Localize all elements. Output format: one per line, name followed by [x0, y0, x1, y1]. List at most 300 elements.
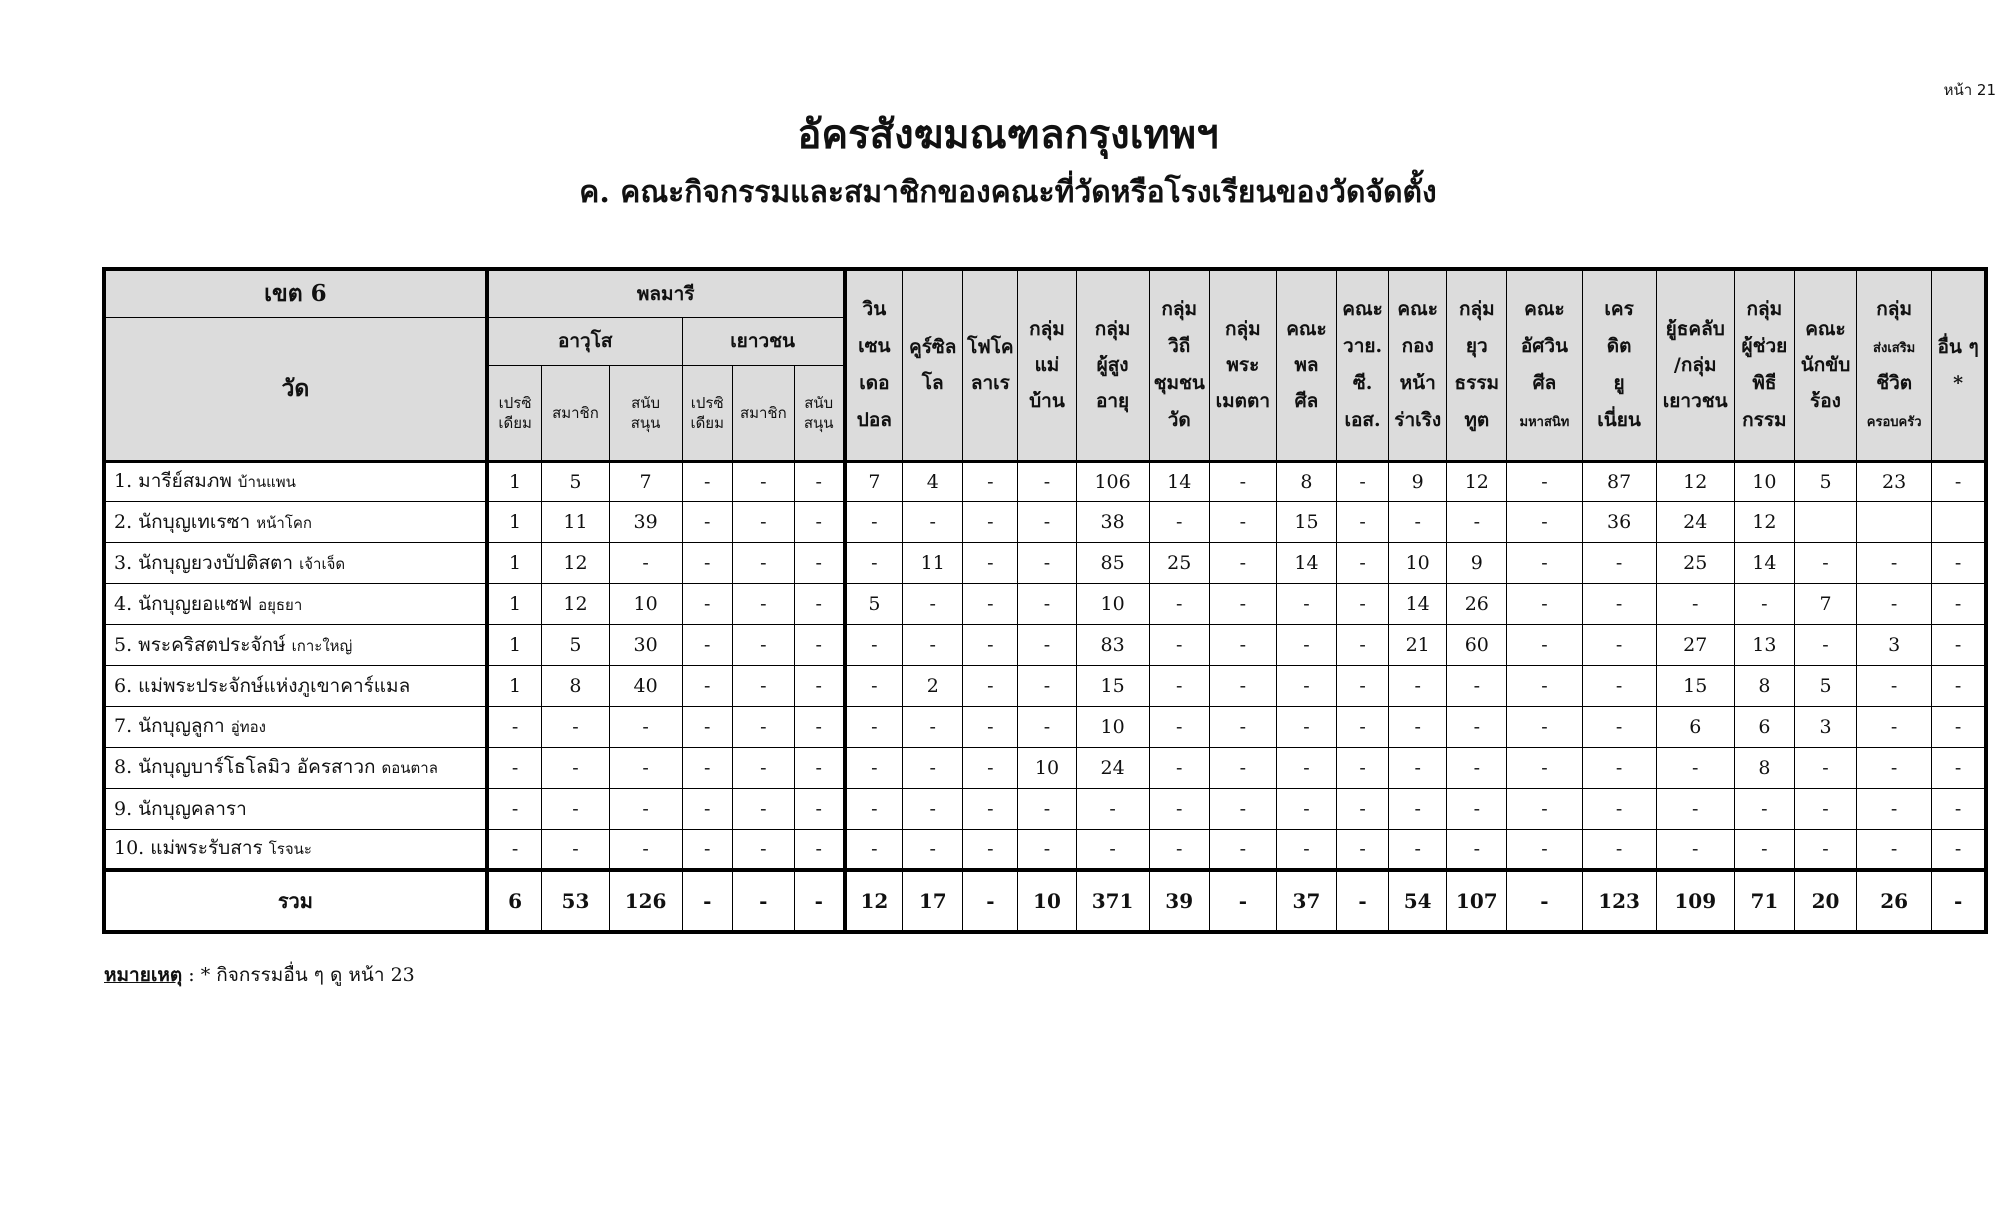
table-cell: -	[903, 747, 963, 788]
table-cell: -	[1857, 747, 1932, 788]
table-cell: 14	[1734, 543, 1794, 584]
total-cell: -	[682, 870, 732, 932]
table-cell: -	[1276, 584, 1336, 625]
wat-name-text: 1. มารีย์สมภพ	[114, 470, 232, 493]
table-cell: -	[1149, 502, 1209, 543]
table-cell: -	[1337, 706, 1389, 747]
table-cell: -	[1209, 706, 1276, 747]
table-cell: -	[963, 625, 1018, 666]
table-cell: 8	[1734, 665, 1794, 706]
wat-name-text: 2. นักบุญเทเรซา	[114, 510, 251, 533]
wat-name	[104, 665, 487, 706]
table-cell: 15	[1656, 665, 1734, 706]
table-cell: 14	[1149, 461, 1209, 502]
table-cell: 60	[1447, 625, 1507, 666]
table-cell: -	[1794, 829, 1856, 870]
table-cell: -	[1149, 625, 1209, 666]
table-cell: -	[682, 584, 732, 625]
table-cell: -	[845, 502, 903, 543]
wat-name	[104, 502, 487, 543]
total-cell: -	[794, 870, 844, 932]
total-cell: 37	[1276, 870, 1336, 932]
table-cell: -	[1932, 706, 1986, 747]
table-cell: -	[1507, 502, 1582, 543]
legion-subheader-5: สมาชิก	[732, 365, 794, 461]
table-cell: 26	[1447, 584, 1507, 625]
table-cell: 10	[1734, 461, 1794, 502]
table-cell: -	[609, 543, 682, 584]
col-header-12: คณะ อัศวิน ศีล มหาสนิท	[1507, 269, 1582, 461]
table-cell: -	[903, 706, 963, 747]
table-cell: -	[1076, 829, 1149, 870]
total-cell: 26	[1857, 870, 1932, 932]
table-cell	[1857, 502, 1932, 543]
wat-area: ดอนตาล	[381, 759, 438, 778]
table-cell: -	[794, 461, 844, 502]
table-cell: -	[682, 502, 732, 543]
table-cell: -	[1857, 829, 1932, 870]
total-cell: 123	[1582, 870, 1656, 932]
table-cell: -	[1932, 543, 1986, 584]
table-cell: 6	[1734, 706, 1794, 747]
table-cell: 5	[1794, 461, 1856, 502]
table-cell: -	[487, 706, 542, 747]
table-cell: -	[1507, 584, 1582, 625]
table-cell: 5	[542, 461, 609, 502]
table-cell: 10	[1389, 543, 1447, 584]
table-cell: -	[1932, 461, 1986, 502]
table-cell: 5	[542, 625, 609, 666]
total-cell: -	[1507, 870, 1582, 932]
table-cell: -	[1389, 747, 1447, 788]
table-cell: -	[1507, 747, 1582, 788]
table-cell: -	[1149, 829, 1209, 870]
table-cell: -	[732, 788, 794, 829]
table-cell: 3	[1857, 625, 1932, 666]
table-row	[104, 543, 1986, 584]
table-cell: 13	[1734, 625, 1794, 666]
table-cell: -	[1337, 625, 1389, 666]
table-cell: 1	[487, 502, 542, 543]
col-header-15: กลุ่ม ผู้ช่วย พิธี กรรม	[1734, 269, 1794, 461]
table-cell: -	[1018, 543, 1076, 584]
table-cell: -	[487, 747, 542, 788]
table-cell: -	[487, 829, 542, 870]
table-cell: -	[794, 788, 844, 829]
table-cell: 11	[542, 502, 609, 543]
col-header-5: กลุ่ม ผู้สูง อายุ	[1076, 269, 1149, 461]
total-cell: -	[963, 870, 1018, 932]
table-cell: 14	[1389, 584, 1447, 625]
col-header-18: อื่น ๆ *	[1932, 269, 1986, 461]
total-cell: 109	[1656, 870, 1734, 932]
table-cell: -	[1857, 543, 1932, 584]
table-cell: -	[732, 829, 794, 870]
table-cell: 7	[1794, 584, 1856, 625]
table-cell: -	[845, 665, 903, 706]
table-cell: -	[845, 543, 903, 584]
table-cell: -	[1018, 584, 1076, 625]
table-cell	[1794, 502, 1856, 543]
table-cell: -	[1276, 706, 1336, 747]
table-cell: 25	[1656, 543, 1734, 584]
table-cell: -	[542, 706, 609, 747]
table-row	[104, 829, 1986, 870]
table-cell: -	[1656, 829, 1734, 870]
table-cell: -	[794, 543, 844, 584]
wat-area: เจ้าเจ็ด	[299, 554, 346, 573]
table-cell: 10	[1076, 706, 1149, 747]
table-cell: 9	[1389, 461, 1447, 502]
total-cell: -	[1337, 870, 1389, 932]
table-cell: -	[1337, 584, 1389, 625]
wat-name	[104, 625, 487, 666]
table-cell: -	[682, 665, 732, 706]
table-cell: -	[1857, 665, 1932, 706]
table-cell: -	[903, 788, 963, 829]
legion-subheader-1: เปรซิ เดียม	[487, 365, 542, 461]
table-row	[104, 625, 1986, 666]
table-cell: -	[1932, 747, 1986, 788]
footnote-text: : * กิจกรรมอื่น ๆ ดู หน้า 23	[182, 964, 415, 986]
table-cell: -	[1149, 747, 1209, 788]
table-cell: 83	[1076, 625, 1149, 666]
table-cell: -	[732, 665, 794, 706]
table-cell: -	[963, 584, 1018, 625]
table-cell: -	[903, 502, 963, 543]
col-header-8: คณะ พล ศีล	[1276, 269, 1336, 461]
wat-area: เกาะใหญ่	[291, 636, 353, 655]
table-row	[104, 502, 1986, 543]
wat-name-text: 5. พระคริสตประจักษ์	[114, 633, 286, 656]
table-cell: 1	[487, 543, 542, 584]
table-cell: -	[1209, 788, 1276, 829]
table-cell: -	[609, 706, 682, 747]
table-cell: 1	[487, 584, 542, 625]
table-cell: -	[794, 706, 844, 747]
table-cell: 10	[1018, 747, 1076, 788]
table-cell: -	[1018, 461, 1076, 502]
table-cell: 8	[542, 665, 609, 706]
table-cell: 12	[1447, 461, 1507, 502]
table-cell: -	[1209, 461, 1276, 502]
wat-name-text: 8. นักบุญบาร์โธโลมิว อัครสาวก	[114, 756, 376, 779]
table-cell: -	[1507, 788, 1582, 829]
table-cell: -	[1018, 625, 1076, 666]
table-cell: -	[732, 502, 794, 543]
table-cell: -	[1337, 829, 1389, 870]
table-cell: -	[794, 829, 844, 870]
table-cell: -	[1857, 706, 1932, 747]
table-cell: -	[732, 584, 794, 625]
table-cell: -	[609, 788, 682, 829]
table-cell: -	[1447, 747, 1507, 788]
table-cell: -	[1582, 788, 1656, 829]
table-cell: -	[1734, 788, 1794, 829]
table-cell: -	[1076, 788, 1149, 829]
table-cell: -	[1209, 502, 1276, 543]
table-cell: -	[1447, 829, 1507, 870]
table-cell: 15	[1076, 665, 1149, 706]
wat-name-text: 4. นักบุญยอแซฟ	[114, 592, 253, 615]
table-cell: -	[1734, 829, 1794, 870]
col-header-10: คณะ กอง หน้า ร่าเริง	[1389, 269, 1447, 461]
table-cell: -	[963, 706, 1018, 747]
table-cell: -	[963, 543, 1018, 584]
table-cell: -	[1389, 665, 1447, 706]
table-cell: -	[1794, 543, 1856, 584]
table-cell: 106	[1076, 461, 1149, 502]
wat-area: อู่ทอง	[230, 718, 267, 737]
wat-name	[104, 543, 487, 584]
table-cell: -	[1337, 788, 1389, 829]
table-cell: -	[1794, 788, 1856, 829]
col-header-2: คูร์ซิล โล	[903, 269, 963, 461]
table-cell: -	[542, 788, 609, 829]
table-cell: -	[794, 665, 844, 706]
youth-header: เยาวชน	[682, 317, 844, 365]
table-cell: -	[732, 543, 794, 584]
table-cell: 3	[1794, 706, 1856, 747]
wat-area: หน้าโคก	[256, 513, 312, 532]
legion-subheader-6: สนับ สนุน	[794, 365, 844, 461]
wat-name-text: 10. แม่พระรับสาร	[114, 837, 263, 860]
table-cell: -	[1018, 665, 1076, 706]
table-cell: -	[1656, 747, 1734, 788]
table-cell: -	[963, 788, 1018, 829]
table-cell: -	[794, 502, 844, 543]
table-cell: -	[1656, 788, 1734, 829]
col-header-4: กลุ่ม แม่ บ้าน	[1018, 269, 1076, 461]
table-cell: -	[1932, 788, 1986, 829]
activity-table	[102, 267, 1988, 934]
col-header-16: คณะ นักขับ ร้อง	[1794, 269, 1856, 461]
table-cell: -	[794, 584, 844, 625]
table-cell: -	[903, 829, 963, 870]
table-cell: -	[963, 665, 1018, 706]
total-cell: -	[1932, 870, 1986, 932]
table-cell: -	[1276, 665, 1336, 706]
table-cell: -	[1447, 665, 1507, 706]
table-cell: -	[963, 747, 1018, 788]
total-cell: 6	[487, 870, 542, 932]
table-cell: -	[1507, 543, 1582, 584]
table-cell: -	[682, 461, 732, 502]
table-cell: 7	[609, 461, 682, 502]
table-cell: -	[1209, 829, 1276, 870]
table-cell: -	[1582, 543, 1656, 584]
wat-name-text: 6. แม่พระประจักษ์แห่งภูเขาคาร์แมล	[114, 674, 411, 697]
total-cell: 20	[1794, 870, 1856, 932]
table-cell: 12	[542, 584, 609, 625]
table-cell: 4	[903, 461, 963, 502]
table-cell: 9	[1447, 543, 1507, 584]
total-cell: -	[1209, 870, 1276, 932]
table-cell: -	[1337, 747, 1389, 788]
table-cell: -	[1582, 665, 1656, 706]
table-cell: -	[1276, 747, 1336, 788]
table-cell: 23	[1857, 461, 1932, 502]
table-cell: -	[1149, 788, 1209, 829]
col-header-1: วิน เซน เดอ ปอล	[845, 269, 903, 461]
table-cell: -	[1149, 665, 1209, 706]
table-cell: -	[542, 747, 609, 788]
table-cell: 14	[1276, 543, 1336, 584]
table-cell: -	[1507, 706, 1582, 747]
total-cell: 371	[1076, 870, 1149, 932]
wat-name	[104, 461, 487, 502]
table-cell: -	[732, 747, 794, 788]
table-cell: -	[1932, 665, 1986, 706]
table-cell: -	[1582, 747, 1656, 788]
footnote-label: หมายเหตุ	[104, 964, 183, 986]
table-cell: -	[1507, 461, 1582, 502]
table-cell: -	[1276, 625, 1336, 666]
table-cell: -	[1656, 584, 1734, 625]
legion-subheader-4: เปรซิ เดียม	[682, 365, 732, 461]
wat-name	[104, 706, 487, 747]
table-row	[104, 706, 1986, 747]
legion-subheader-3: สนับ สนุน	[609, 365, 682, 461]
table-row	[104, 461, 1986, 502]
table-cell: 15	[1276, 502, 1336, 543]
table-cell: -	[1018, 829, 1076, 870]
table-cell: 5	[845, 584, 903, 625]
wat-header: วัด	[104, 317, 487, 461]
table-cell: -	[1794, 625, 1856, 666]
table-cell: 10	[1076, 584, 1149, 625]
table-cell: -	[963, 461, 1018, 502]
table-cell: 38	[1076, 502, 1149, 543]
table-cell: -	[1582, 625, 1656, 666]
table-cell: -	[609, 747, 682, 788]
total-cell: 71	[1734, 870, 1794, 932]
senior-header: อาวุโส	[487, 317, 682, 365]
table-cell: -	[1209, 665, 1276, 706]
table-cell: -	[1337, 665, 1389, 706]
table-cell: 24	[1076, 747, 1149, 788]
table-row	[104, 665, 1986, 706]
table-cell: -	[1209, 543, 1276, 584]
table-cell: 1	[487, 665, 542, 706]
table-cell: -	[845, 706, 903, 747]
table-cell: 36	[1582, 502, 1656, 543]
table-cell: -	[1932, 625, 1986, 666]
table-cell: -	[682, 788, 732, 829]
table-cell: -	[732, 625, 794, 666]
table-cell: -	[1149, 584, 1209, 625]
total-cell: 12	[845, 870, 903, 932]
table-cell: -	[1018, 706, 1076, 747]
table-row	[104, 788, 1986, 829]
table-cell: -	[609, 829, 682, 870]
total-cell: 10	[1018, 870, 1076, 932]
table-cell: -	[1018, 502, 1076, 543]
table-cell	[1932, 502, 1986, 543]
table-cell: -	[1018, 788, 1076, 829]
table-cell: -	[682, 625, 732, 666]
table-cell: -	[542, 829, 609, 870]
wat-area: บ้านแพน	[237, 473, 296, 492]
table-cell: -	[1857, 788, 1932, 829]
col-header-17: กลุ่ม ส่งเสริม ชีวิต ครอบครัว	[1857, 269, 1932, 461]
page-title: อัครสังฆมณฑลกรุงเทพฯ	[797, 111, 1219, 158]
table-cell: -	[732, 706, 794, 747]
page-number: หน้า 21	[1943, 81, 1996, 99]
table-cell: -	[682, 543, 732, 584]
table-cell: -	[1337, 461, 1389, 502]
total-cell: 39	[1149, 870, 1209, 932]
table-cell: -	[845, 829, 903, 870]
table-cell: 5	[1794, 665, 1856, 706]
wat-name-text: 3. นักบุญยวงบัปติสตา	[114, 551, 294, 574]
table-cell: 87	[1582, 461, 1656, 502]
table-cell: -	[1337, 502, 1389, 543]
table-cell: 8	[1734, 747, 1794, 788]
table-cell: -	[1734, 584, 1794, 625]
wat-name	[104, 747, 487, 788]
col-header-11: กลุ่ม ยุว ธรรม ทูต	[1447, 269, 1507, 461]
table-cell: -	[845, 788, 903, 829]
table-cell: -	[1582, 829, 1656, 870]
table-cell: 6	[1656, 706, 1734, 747]
legion-header: พลมารี	[487, 269, 845, 317]
table-cell: 8	[1276, 461, 1336, 502]
table-row	[104, 584, 1986, 625]
table-cell: 12	[1734, 502, 1794, 543]
table-cell: 7	[845, 461, 903, 502]
total-cell: 126	[609, 870, 682, 932]
total-row	[104, 870, 1986, 932]
table-cell: -	[1276, 788, 1336, 829]
table-row	[104, 747, 1986, 788]
zone-header: เขต 6	[104, 269, 487, 317]
table-cell: -	[1447, 706, 1507, 747]
table-cell: -	[1932, 829, 1986, 870]
table-cell: -	[682, 829, 732, 870]
table-cell: 30	[609, 625, 682, 666]
table-cell: -	[963, 829, 1018, 870]
col-header-3: โฟโค ลาเร	[963, 269, 1018, 461]
wat-area: อยุธยา	[258, 595, 303, 614]
table-cell: -	[1447, 788, 1507, 829]
wat-name-text: 9. นักบุญคลารา	[114, 797, 247, 820]
legion-subheader-2: สมาชิก	[542, 365, 609, 461]
wat-name-text: 7. นักบุญลูกา	[114, 715, 225, 738]
table-cell: -	[903, 584, 963, 625]
table-cell: -	[682, 747, 732, 788]
table-cell: -	[1582, 584, 1656, 625]
wat-area: โรจนะ	[268, 840, 312, 859]
table-cell: -	[1209, 747, 1276, 788]
table-cell: -	[1507, 625, 1582, 666]
table-cell: 1	[487, 461, 542, 502]
col-header-7: กลุ่ม พระ เมตตา	[1209, 269, 1276, 461]
table-cell: -	[1582, 706, 1656, 747]
table-cell: 40	[609, 665, 682, 706]
table-cell: -	[903, 625, 963, 666]
table-cell: -	[1507, 829, 1582, 870]
total-cell: 53	[542, 870, 609, 932]
total-cell: 54	[1389, 870, 1447, 932]
wat-name	[104, 788, 487, 829]
table-cell: -	[963, 502, 1018, 543]
table-cell: 85	[1076, 543, 1149, 584]
table-cell: 10	[609, 584, 682, 625]
table-cell: 1	[487, 625, 542, 666]
table-cell: -	[732, 461, 794, 502]
table-cell: -	[794, 625, 844, 666]
